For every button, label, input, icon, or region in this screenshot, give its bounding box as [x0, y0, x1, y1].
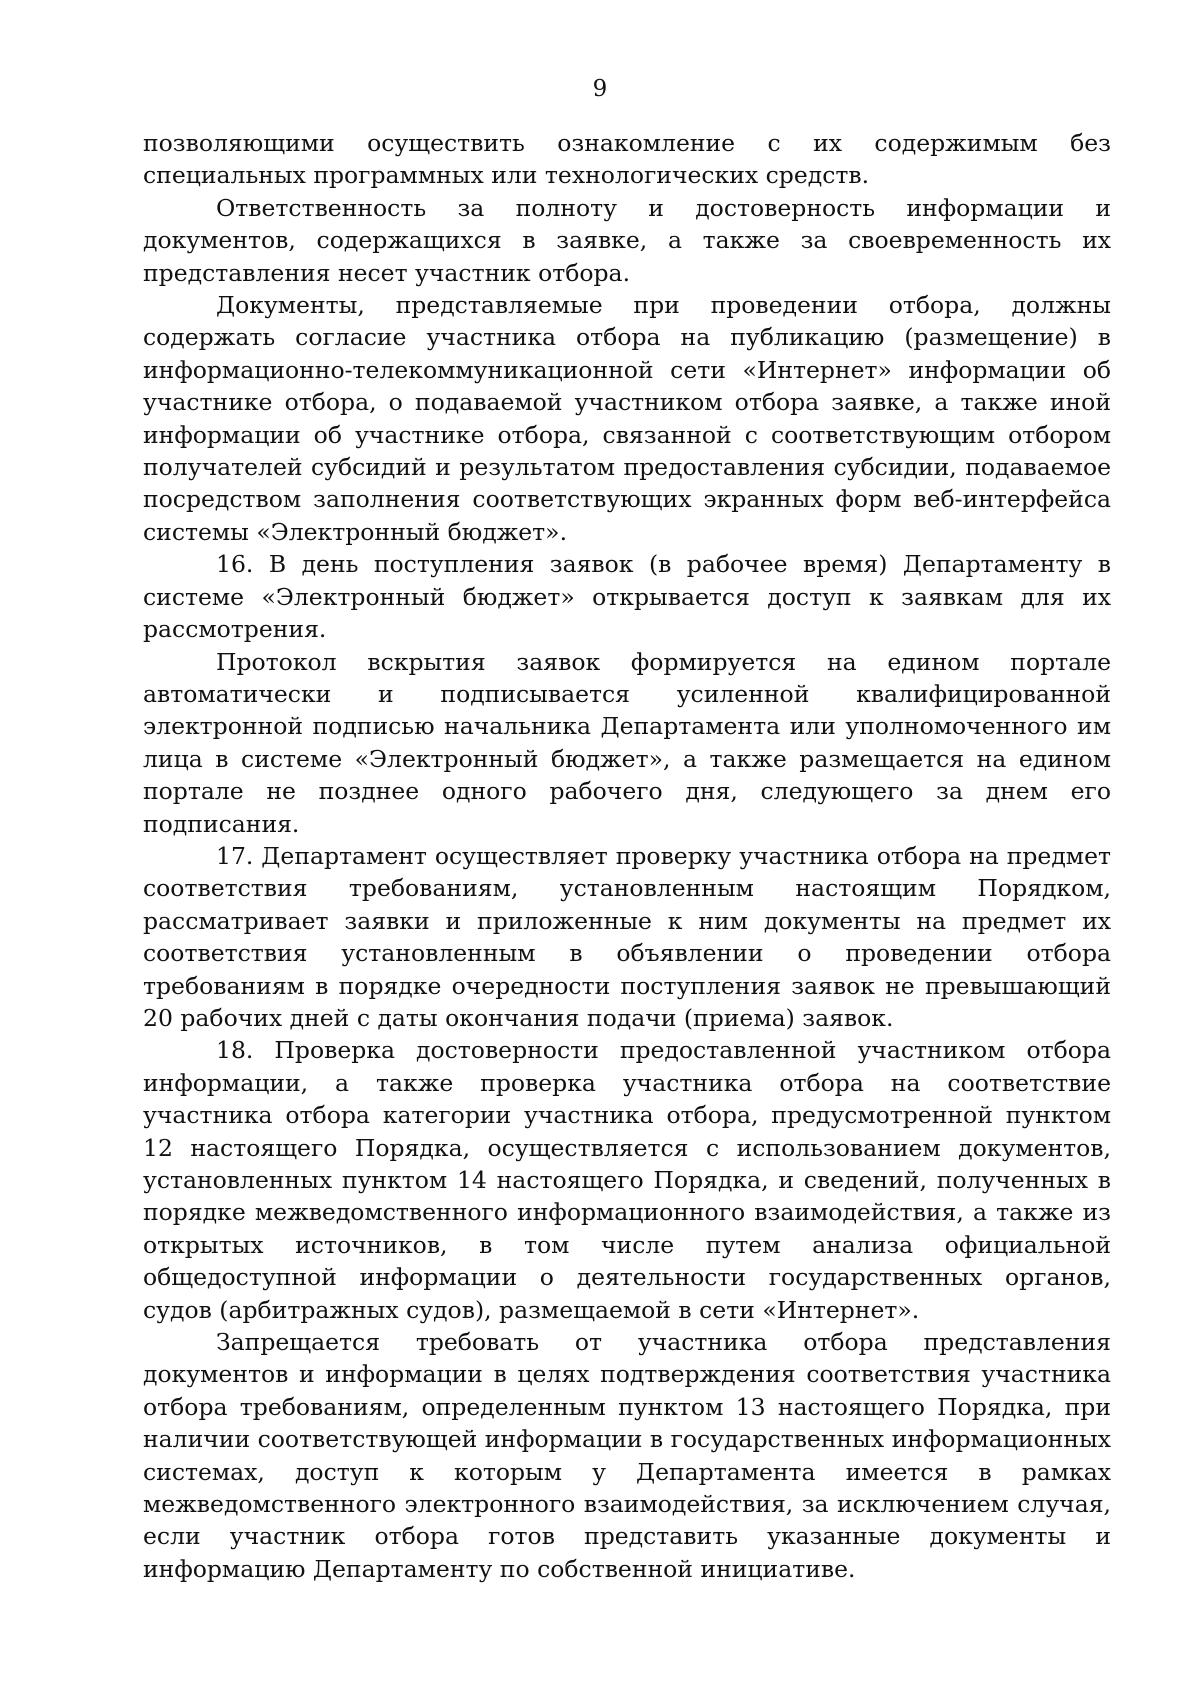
paragraph-continuation: позволяющими осуществить ознакомление с их содержимым без специальных программных или технологических средств.	[143, 129, 1111, 190]
paragraph-item-17: 17. Департамент осуществляет проверку участника отбора на предмет соответствия требованиям, установленным настоящим Порядком, рассматривает заявки и приложенные к ним документы на предмет их соответствия установленным в объявлении о проведении отбора требованиям в порядке очередности поступления заявок не превышающий 20 рабочих дней с даты окончания подачи (приема) заявок.	[143, 841, 1111, 1032]
paragraph-item-16: 16. В день поступления заявок (в рабочее время) Департаменту в системе «Электронный бюджет» открывается доступ к заявкам для их рассмотрения.	[143, 550, 1111, 644]
document-body	[143, 127, 1111, 1585]
paragraph-responsibility: Ответственность за полноту и достоверность информации и документов, содержащихся в заявке, а также за своевременность их представления несет участник отбора.	[143, 193, 1111, 287]
paragraph-prohibition: Запрещается требовать от участника отбора представления документов и информации в целях подтверждения соответствия участника отбора требованиям, определенным пунктом 13 настоящего Порядка, при наличии соответствующей информации в государственных информационных системах, доступ к которым у Департамента имеется в рамках межведомственного электронного взаимодействия, за исключением случая, если участник отбора готов представить указанные документы и информацию Департаменту по собственной инициативе.	[143, 1328, 1111, 1583]
page-number: 9	[592, 76, 608, 102]
paragraph-opening-protocol: Протокол вскрытия заявок формируется на едином портале автоматически и подписывается усиленной квалифицированной электронной подписью начальника Департамента или уполномоченного им лица в системе «Электронный бюджет», а также размещается на едином портале не позднее одного рабочего дня, следующего за днем его подписания.	[143, 647, 1111, 838]
paragraph-item-18: 18. Проверка достоверности предоставленной участником отбора информации, а также проверка участника отбора на соответствие участника отбора категории участника отбора, предусмотренной пунктом 12 настоящего Порядка, осуществляется с использованием документов, установленных пунктом 14 настоящего Порядка, и сведений, полученных в порядке межведомственного информационного взаимодействия, а также из открытых источников, в том числе путем анализа официальной общедоступной информации о деятельности государственных органов, судов (арбитражных судов), размещаемой в сети «Интернет».	[143, 1036, 1111, 1324]
paragraph-publication-consent: Документы, представляемые при проведении отбора, должны содержать согласие участника отбора на публикацию (размещение) в информационно-телекоммуникационной сети «Интернет» информации об участнике отбора, о подаваемой участником отбора заявке, а также иной информации об участнике отбора, связанной с соответствующим отбором получателей субсидий и результатом предоставления субсидии, подаваемое посредством заполнения соответствующих экранных форм веб-интерфейса системы «Электронный бюджет».	[143, 291, 1111, 546]
